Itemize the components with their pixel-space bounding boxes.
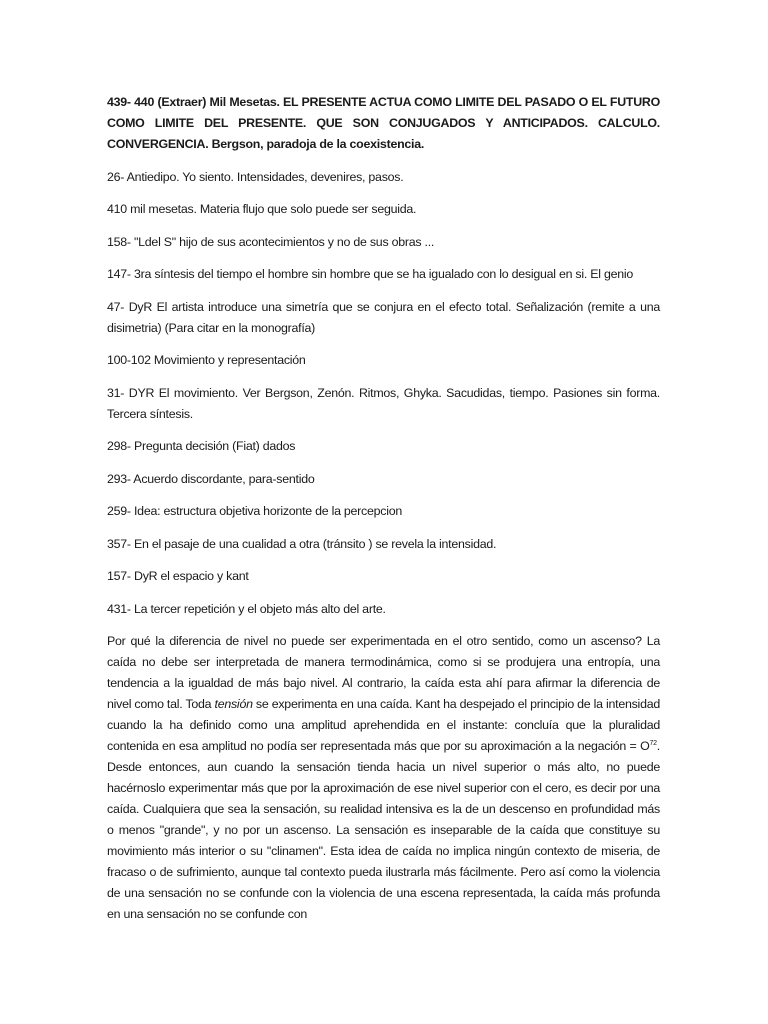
note-2: 26- Antiedipo. Yo siento. Intensidades, devenires, pasos. — [107, 169, 404, 184]
note-10: 293- Acuerdo discordante, para-sentido — [107, 471, 315, 486]
note-7: 100-102 Movimiento y representación — [107, 353, 306, 367]
note-11: 259- Idea: estructura objetiva horizonte de la percepcion — [107, 504, 403, 518]
note-9: 298- Pregunta decisión (Fiat) dados — [107, 439, 296, 453]
passage-text-1: Por qué la diferencia de nivel no puede ser experimentada en el otro sentido, como un ascenso? La caída no debe ser interpretada de manera termodinámica, como si se produjera una entropía, una tendencia a la igualdad de más bajo nivel. Al contrario, la caída esta ahí para afirmar la diferencia de nivel como tal. Toda — [107, 634, 660, 711]
passage-text-2: se experimenta en una caída. Kant ha despejado el principio de la intensidad cuando la ha definido como una amplitud aprehendida en el instante: concluía que la pluralidad contenida en esa amplitud no podía ser representada más que por su aproximación a la negación = O — [107, 697, 660, 753]
note-3: 410 mil mesetas. Materia flujo que solo puede ser seguida. — [107, 202, 417, 216]
note-1: 439- 440 (Extraer) Mil Mesetas. EL PRESENTE ACTUA COMO LIMITE DEL PASADO O EL FUTURO COMO LIMITE DEL PRESENTE. QUE SON CONJUGADOS Y ANTICIPADOS. CALCULO. CONVERGENCIA. Bergson, paradoja de la coexistencia. — [107, 95, 660, 151]
note-4: 158- "Ldel S" hijo de sus acontecimientos y no de sus obras ... — [107, 234, 435, 249]
note-5: 147- 3ra síntesis del tiempo el hombre sin hombre que se ha igualado con lo desigual en si. El genio — [107, 267, 634, 281]
body-passage — [107, 631, 660, 925]
passage-emphasis: tensión — [214, 697, 253, 711]
note-8: 31- DYR El movimiento. Ver Bergson, Zenón. Ritmos, Ghyka. Sacudidas, tiempo. Pasiones sin forma. Tercera síntesis. — [107, 385, 660, 421]
passage-text-3: . Desde entonces, aun cuando la sensación tienda hacia un nivel superior o más alto, no puede hacérnoslo experimentar más que por la aproximación de ese nivel superior con el cero, es decir por una caída. Cualquiera que sea la sensación, su realidad intensiva es la de un descenso en profundidad más o menos "grande", y no por un ascenso. La sensación es inseparable de la caída que constituye su movimiento más interior o su "clinamen". Esta idea de caída no implica ningún contexto de miseria, de fracaso o de sufrimiento, aunque tal contexto pueda ilustrarla más fácilmente. Pero así como la violencia de una sensación no se confunde con la violencia de una escena representada, la caída más profunda en una sensación no se confunde con — [107, 739, 660, 921]
note-6: 47- DyR El artista introduce una simetría que se conjura en el efecto total. Señalización (remite a una disimetria) (Para citar en la monografía) — [107, 299, 660, 335]
note-12: 357- En el pasaje de una cualidad a otra (tránsito ) se revela la intensidad. — [107, 536, 497, 551]
note-14: 431- La tercer repetición y el objeto más alto del arte. — [107, 601, 386, 616]
document-page — [107, 92, 660, 925]
footnote-ref: 72 — [649, 739, 657, 747]
note-13: 157- DyR el espacio y kant — [107, 569, 249, 583]
